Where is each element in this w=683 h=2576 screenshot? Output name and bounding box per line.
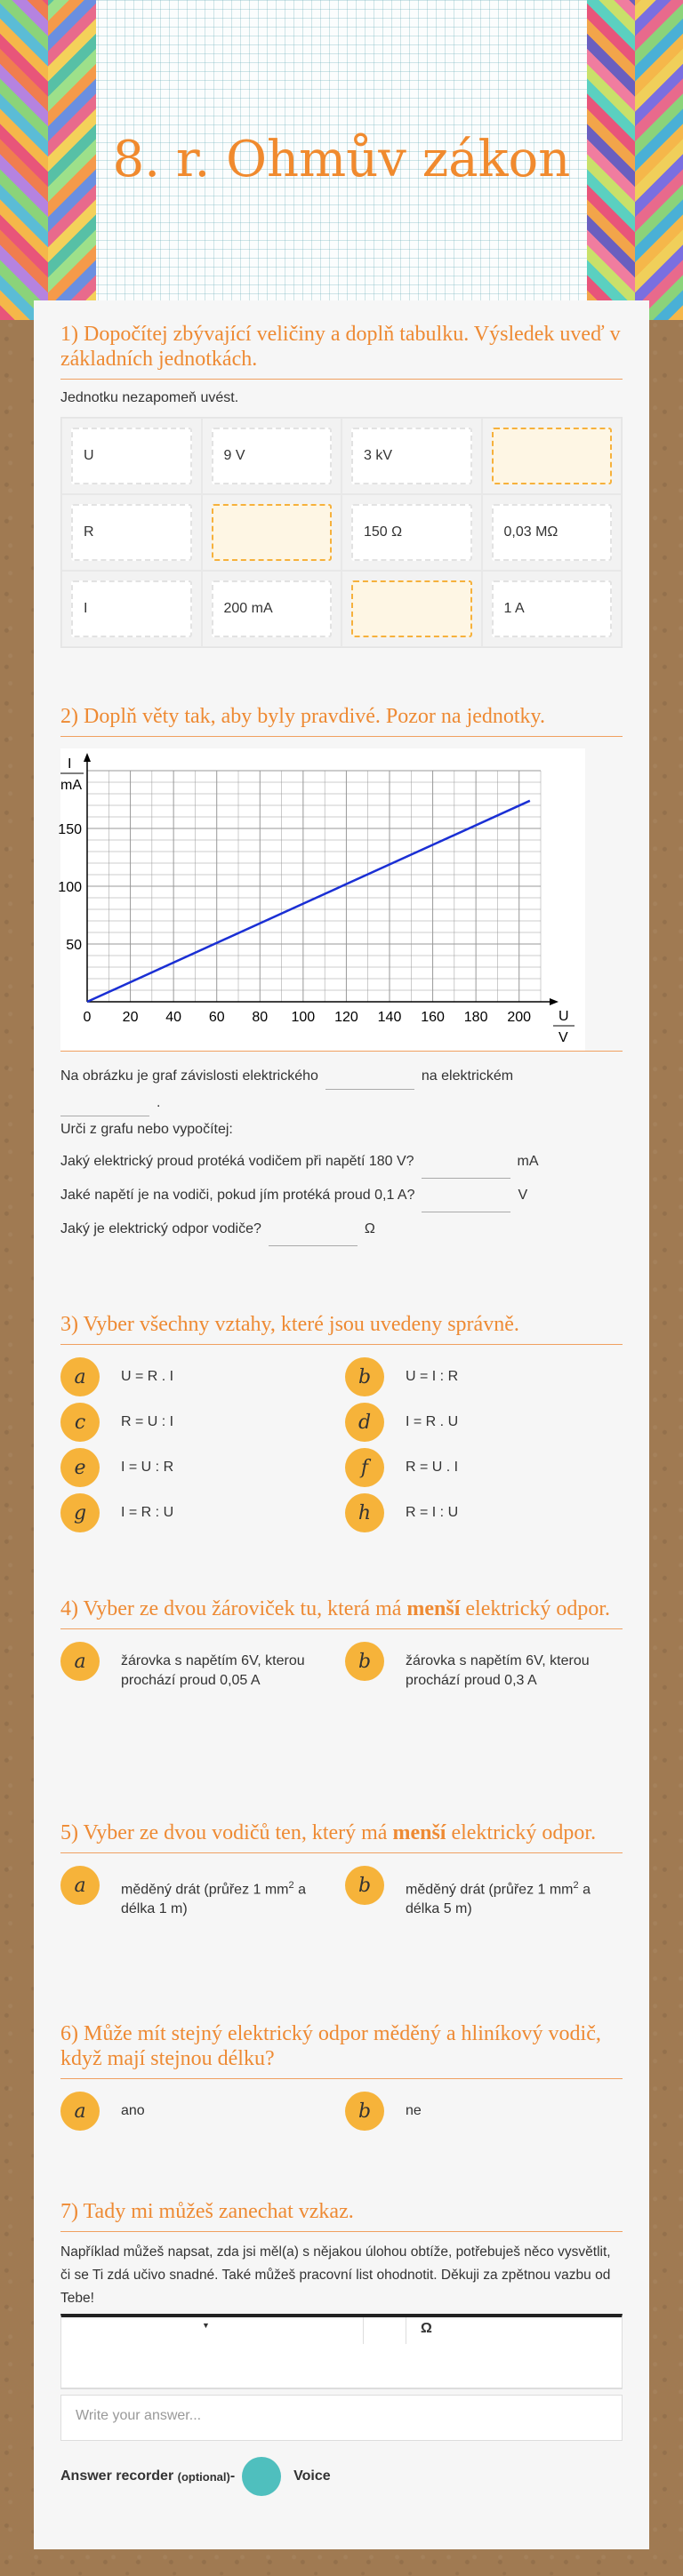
table-cell: 200 mA	[202, 571, 342, 647]
y-axis-arrow	[84, 753, 91, 762]
question-title: 7) Tady mi můžeš zanechat vzkaz.	[60, 2199, 623, 2232]
fill-in-text: Na obrázku je graf závislosti elektrického na elektrickém . Urči z grafu nebo vypočítej:	[60, 1068, 514, 1137]
blank-input[interactable]	[325, 1074, 414, 1090]
table-cell: R	[61, 494, 202, 571]
font-select[interactable]	[61, 2317, 364, 2344]
options-list	[60, 1866, 623, 1924]
option-a[interactable]: a U = R . I	[60, 1357, 338, 1398]
question-title: 1) Dopočítej zbývající veličiny a doplň tabulku. Výsledek uveď v základních jednotkách.	[60, 322, 623, 380]
x-tick-label: 20	[122, 1010, 139, 1025]
x-tick-label: 180	[463, 1010, 488, 1025]
worksheet-card	[34, 300, 649, 2549]
option-b[interactable]: b ne	[345, 2092, 623, 2132]
option-b[interactable]: b měděný drát (průřez 1 $mm^2$ a délka 5 m)	[345, 1866, 623, 1919]
decorative-stripes-left-inner	[48, 0, 96, 320]
page-title: 8. r. Ohmův zákon	[112, 131, 571, 188]
answer-input[interactable]	[269, 1230, 358, 1246]
question-description: Například můžeš napsat, zda jsi měl(a) s nějakou úlohou obtíže, potřebuješ něco vysvětlit, či se Ti zdá učivo snadné. Také můžeš pracovní list ohodnotit. Děkuji za zpětnou vazbu od Tebe!	[60, 2244, 611, 2306]
blank-input[interactable]	[60, 1100, 149, 1116]
x-tick-label: 60	[208, 1010, 225, 1025]
ohm-graph	[60, 748, 585, 1051]
question-title: 2) Doplň věty tak, aby byly pravdivé. Pozor na jednotky.	[60, 704, 623, 737]
question-5	[60, 1820, 623, 1924]
chevron-down-icon: ▼	[202, 2321, 210, 2330]
table-cell-blank[interactable]	[202, 494, 342, 571]
option-letter: g	[60, 1493, 100, 1532]
y-axis-unit: mA	[60, 778, 82, 793]
table-cell: 0,03 MΩ	[482, 494, 623, 571]
question-3	[60, 1312, 623, 1539]
option-letter: f	[345, 1448, 384, 1487]
question-title: 4) Vyber ze dvou žároviček tu, která má menší elektrický odpor.	[60, 1596, 623, 1629]
chart	[60, 748, 585, 1051]
option-b[interactable]: b U = I : R	[345, 1357, 623, 1398]
options-list	[60, 1642, 623, 1695]
answer-recorder: Answer recorder (optional) - Voice	[60, 2457, 623, 2496]
options-list	[60, 1357, 623, 1539]
question-title: 5) Vyber ze dvou vodičů ten, který má menší elektrický odpor.	[60, 1820, 623, 1853]
option-g[interactable]: g I = R : U	[60, 1493, 338, 1534]
option-letter: b	[345, 1642, 384, 1681]
y-tick-label: 150	[58, 822, 82, 837]
table-cell: U	[61, 418, 202, 494]
option-a[interactable]: a měděný drát (průřez 1 $mm^2$ a délka 1 m)	[60, 1866, 338, 1919]
table-cell: 9 V	[202, 418, 342, 494]
question-4	[60, 1596, 623, 1695]
y-tick-label: 100	[58, 880, 82, 895]
y-axis-label: I	[68, 756, 72, 772]
drop-zone[interactable]	[351, 580, 472, 637]
answer-editor	[60, 2314, 623, 2389]
x-tick-label: 120	[334, 1010, 358, 1025]
drop-zone[interactable]	[492, 428, 613, 484]
omega-symbol-button[interactable]: Ω	[421, 2321, 432, 2336]
option-letter: b	[345, 1866, 384, 1905]
table-cell: 1 A	[482, 571, 623, 647]
option-e[interactable]: e I = U : R	[60, 1448, 338, 1489]
answer-table	[60, 417, 623, 648]
option-c[interactable]: c R = U : I	[60, 1403, 338, 1444]
x-tick-label: 0	[83, 1010, 92, 1025]
question-title: 3) Vyber všechny vztahy, které jsou uvedeny správně.	[60, 1312, 623, 1345]
editor-toolbar	[61, 2317, 622, 2388]
option-letter: h	[345, 1493, 384, 1532]
option-a[interactable]: a žárovka s napětím 6V, kterou prochází proud 0,05 A	[60, 1642, 338, 1691]
table-cell-blank[interactable]	[482, 418, 623, 494]
x-tick-label: 100	[291, 1010, 316, 1025]
option-letter: a	[60, 1357, 100, 1396]
record-button[interactable]	[242, 2457, 281, 2496]
option-h[interactable]: h R = I : U	[345, 1493, 623, 1534]
option-d[interactable]: d I = R . U	[345, 1403, 623, 1444]
option-a[interactable]: a ano	[60, 2092, 338, 2132]
options-list	[60, 2092, 623, 2137]
y-tick-label: 50	[66, 938, 82, 953]
option-letter: a	[60, 1866, 100, 1905]
fill-in-questions: Jaký elektrický proud protéká vodičem při napětí 180 V? mA Jaké napětí je na vodiči, pokud jím protéká proud 0,1 A? V Jaký je elektrický odpor vodiče? Ω	[60, 1145, 539, 1246]
x-tick-label: 200	[507, 1010, 532, 1025]
x-axis-arrow	[550, 998, 558, 1005]
option-letter: a	[60, 1642, 100, 1681]
x-tick-label: 80	[252, 1010, 269, 1025]
decorative-stripes-right	[635, 0, 683, 320]
question-1	[60, 322, 623, 648]
question-2	[58, 704, 623, 1236]
table-cell: 3 kV	[342, 418, 482, 494]
drop-zone[interactable]	[212, 504, 333, 561]
x-axis-unit: V	[558, 1030, 568, 1045]
option-letter: d	[345, 1403, 384, 1442]
x-axis-label: U	[558, 1009, 569, 1024]
option-letter: e	[60, 1448, 100, 1487]
question-title: 6) Může mít stejný elektrický odpor měděný a hliníkový vodič, když mají stejnou délku?	[60, 2021, 623, 2079]
toolbar-separator	[364, 2317, 406, 2344]
page-header	[0, 0, 683, 320]
option-letter: a	[60, 2092, 100, 2131]
option-letter: c	[60, 1403, 100, 1442]
question-6	[60, 2021, 623, 2137]
option-letter: b	[345, 2092, 384, 2131]
data-line	[87, 801, 530, 1002]
question-7	[60, 2199, 623, 2496]
option-f[interactable]: f R = U . I	[345, 1448, 623, 1489]
table-cell-blank[interactable]	[342, 571, 482, 647]
answer-input[interactable]	[422, 1196, 510, 1212]
option-b[interactable]: b žárovka s napětím 6V, kterou prochází proud 0,3 A	[345, 1642, 623, 1691]
option-letter: b	[345, 1357, 384, 1396]
answer-textarea[interactable]: Write your answer...	[60, 2395, 623, 2441]
answer-input[interactable]	[422, 1163, 510, 1179]
x-tick-label: 160	[421, 1010, 445, 1025]
x-tick-label: 40	[165, 1010, 182, 1025]
table-cell: I	[61, 571, 202, 647]
table-cell: 150 Ω	[342, 494, 482, 571]
x-tick-label: 140	[377, 1010, 402, 1025]
question-note: Jednotku nezapomeň uvést.	[60, 390, 239, 405]
